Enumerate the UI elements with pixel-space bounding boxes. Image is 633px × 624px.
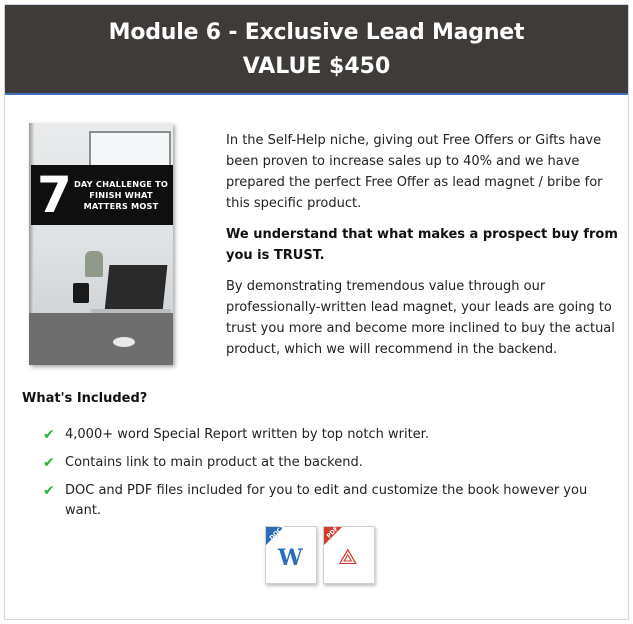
book-laptop-art: [105, 265, 168, 311]
book-desk-art: [29, 313, 173, 365]
included-item-text: Contains link to main product at the backend.: [65, 455, 363, 470]
check-icon: ✔: [43, 455, 55, 471]
included-list: [43, 425, 623, 518]
book-window-art: [89, 131, 171, 167]
included-item: [43, 481, 623, 518]
included-item: [43, 425, 623, 453]
module-header: [5, 5, 628, 93]
check-icon: ✔: [43, 483, 55, 499]
book-title-banner: [31, 165, 173, 225]
pdf-tag: PDF: [325, 525, 340, 540]
check-icon: ✔: [43, 427, 55, 443]
header-accent-line: [5, 93, 628, 95]
book-plant-art: [85, 251, 103, 277]
included-item-text: 4,000+ word Special Report written by top notch writer.: [65, 427, 429, 442]
description-trust-paragraph: We understand that what makes a prospect buy from you is TRUST.: [226, 227, 618, 263]
module-card: [4, 4, 629, 620]
book-title: DAY CHALLENGE TO FINISH WHAT MATTERS MOST: [73, 179, 169, 211]
description-block: [226, 130, 621, 370]
docx-file-icon: [265, 523, 317, 584]
module-value: VALUE $450: [242, 54, 391, 79]
module-title: Module 6 - Exclusive Lead Magnet: [108, 20, 525, 45]
file-format-icons: [259, 524, 379, 586]
book-number: 7: [37, 166, 72, 224]
ebook-cover-image: [29, 123, 173, 365]
book-mouse-art: [113, 337, 135, 347]
whats-included-heading: What's Included?: [22, 391, 148, 406]
included-item-text: DOC and PDF files included for you to edit and customize the book however you want.: [65, 483, 588, 518]
included-item: [43, 453, 623, 481]
acrobat-icon: ⟁: [338, 545, 358, 570]
pdf-file-icon: [323, 526, 375, 584]
book-mug-art: [73, 283, 89, 303]
docx-tag: DOCX: [268, 523, 287, 542]
word-icon: W: [278, 545, 303, 571]
description-paragraph-1: In the Self-Help niche, giving out Free Offers or Gifts have been proven to increase sales up to 40% and we have prepared the perfect Free Offer as lead magnet / bribe for this specific product.: [226, 133, 603, 211]
description-paragraph-3: By demonstrating tremendous value through our professionally-written lead magnet, your leads are going to trust you more and become more inclined to buy the actual product, which we will recommend in the backend.: [226, 279, 615, 357]
